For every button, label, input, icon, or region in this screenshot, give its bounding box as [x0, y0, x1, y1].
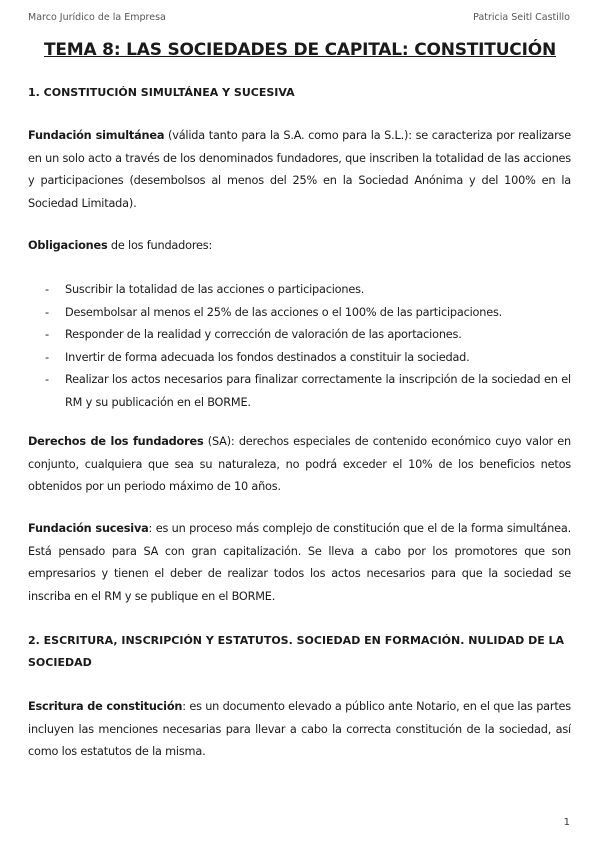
list-item: - Realizar los actos necesarios para finalizar correctamente la inscripción de la sociedad en el RM y su publicación en el BORME.	[45, 373, 571, 409]
header-subject: Marco Jurídico de la Empresa	[28, 12, 166, 23]
page-title: TEMA 8: LAS SOCIEDADES DE CAPITAL: CONSTITUCIÓN	[43, 40, 556, 60]
paragraph-escritura	[28, 696, 571, 764]
paragraph-fundacion-simultanea	[28, 125, 571, 215]
paragraph-fundacion-sucesiva	[28, 518, 571, 608]
term-derechos: Derechos de los fundadores	[28, 435, 204, 448]
term-fundacion-simultanea: Fundación simultánea	[28, 129, 165, 142]
term-fundacion-sucesiva: Fundación sucesiva	[28, 522, 149, 535]
page-header	[28, 12, 570, 26]
text-fundacion-simultanea: (válida tanto para la S.A. como para la S.L.): se caracteriza por realizarse en un solo acto a través de los denominados fundadores, que inscriben la totalidad de las acciones y participaciones (desembolsos al menos del 25% en la Sociedad Anónima y del 100% en la Sociedad Limitada).	[28, 129, 571, 210]
header-author: Patricia Seitl Castillo	[473, 12, 570, 23]
list-item: - Invertir de forma adecuada los fondos destinados a constituir la sociedad.	[45, 350, 470, 364]
obligaciones-list	[28, 279, 571, 414]
term-obligaciones: Obligaciones	[28, 239, 108, 252]
list-item: - Suscribir la totalidad de las acciones o participaciones.	[45, 283, 365, 296]
text-obligaciones: de los fundadores:	[107, 239, 213, 252]
paragraph-obligaciones	[28, 235, 571, 258]
page-number: 1	[563, 817, 570, 828]
text-escritura: : es un documento elevado a público ante Notario, en el que las partes incluyen las menciones necesarias para llevar a cabo la correcta constitución de la sociedad, así como los estatutos de la misma.	[28, 700, 571, 758]
text-fundacion-sucesiva: : es un proceso más complejo de constitución que el de la forma simultánea. Está pensado para SA con gran capitalización. Se lleva a cabo por los promotores que son empresarios y tienen el deber de realizar todos los actos necesarios para que la sociedad se inscriba en el RM y se publique en el BORME.	[28, 522, 571, 603]
list-item: - Responder de la realidad y corrección de valoración de las aportaciones.	[45, 328, 462, 341]
term-escritura: Escritura de constitución	[28, 700, 183, 713]
section2-heading: 2. ESCRITURA, INSCRIPCIÓN Y ESTATUTOS. SOCIEDAD EN FORMACIÓN. NULIDAD DE LA SOCIEDAD	[28, 634, 565, 669]
text-derechos: (SA): derechos especiales de contenido económico cuyo valor en conjunto, cualquiera que sea su naturaleza, no podrá exceder el 10% de los beneficios netos obtenidos por un periodo máximo de 10 años.	[28, 435, 572, 493]
paragraph-derechos	[28, 431, 571, 499]
list-item: - Desembolsar al menos el 25% de las acciones o el 100% de las participaciones.	[45, 305, 503, 319]
section1-heading: 1. CONSTITUCIÓN SIMULTÁNEA Y SUCESIVA	[28, 86, 295, 99]
